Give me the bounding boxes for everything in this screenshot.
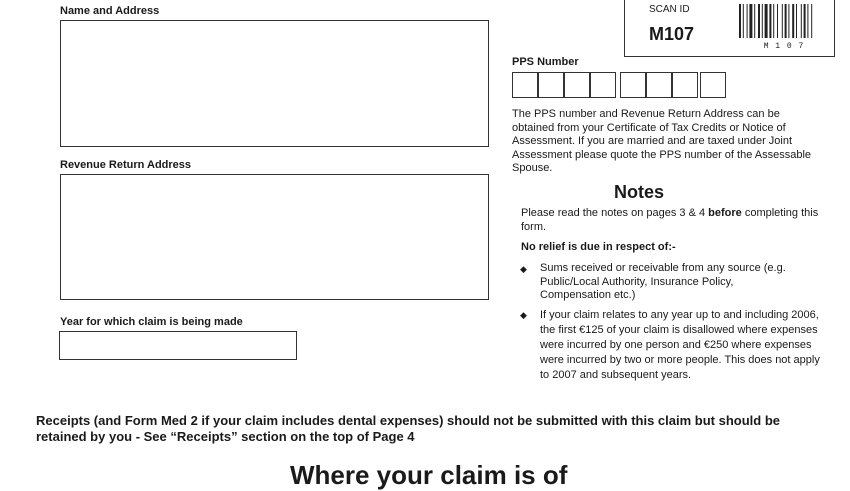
pps-number-label: PPS Number [512, 56, 579, 68]
section-heading: Where your claim is of [290, 460, 568, 490]
pps-digit-cell[interactable] [672, 72, 698, 98]
barcode-caption: M 1 0 7 [763, 42, 805, 51]
year-claim-label: Year for which claim is being made [60, 316, 243, 328]
receipts-notice: Receipts (and Form Med 2 if your claim includes dental expenses) should not be submitted with this claim but should be retained by you - See “Receipts” section on the top of Page 4 [36, 413, 780, 444]
pps-digit-cell[interactable] [512, 72, 538, 98]
name-address-field[interactable] [60, 20, 489, 147]
pps-digit-cell[interactable] [564, 72, 590, 98]
pps-digit-cell[interactable] [620, 72, 646, 98]
pps-digit-cell[interactable] [700, 72, 726, 98]
notes-intro-end: completing this form. [521, 207, 819, 233]
notes-intro-before-word: before [708, 207, 742, 219]
notes-heading: Notes [614, 182, 665, 202]
bullet-diamond-icon: ◆ [520, 310, 527, 320]
year-claim-field[interactable] [59, 331, 297, 360]
scan-id-label: SCAN ID [649, 4, 690, 15]
pps-digit-cell[interactable] [646, 72, 672, 98]
barcode-icon [739, 4, 829, 38]
scan-id-value: M107 [649, 24, 695, 44]
pps-info-text: The PPS number and Revenue Return Address can be obtained from your Certificate of Tax Credits or Notice of Assessment. If you are married and are taxed under Joint Assessment please quote the PPS number of the Assessable Spouse. [512, 108, 812, 175]
notes-bullet-2: If your claim relates to any year up to and including 2006, the first €125 of your claim is disallowed where expenses were incurred by one person and €250 where expenses were incurred by two or more people. This does not apply to 2007 and subsequent years. [540, 309, 820, 381]
pps-digit-cell[interactable] [538, 72, 564, 98]
bullet-diamond-icon: ◆ [520, 264, 527, 274]
notes-intro-start: Please read the notes on pages 3 & 4 [521, 207, 709, 219]
notes-bullet-1: Sums received or receivable from any source (e.g. Public/Local Authority, Insurance Policy, Compensation etc.) [540, 262, 786, 302]
scan-id-box [624, 0, 835, 57]
name-address-label: Name and Address [60, 5, 160, 17]
revenue-address-field[interactable] [60, 174, 489, 300]
notes-intro [521, 207, 821, 234]
pps-digit-cell[interactable] [590, 72, 616, 98]
revenue-address-label: Revenue Return Address [60, 159, 192, 171]
no-relief-heading: No relief is due in respect of:- [521, 241, 676, 253]
